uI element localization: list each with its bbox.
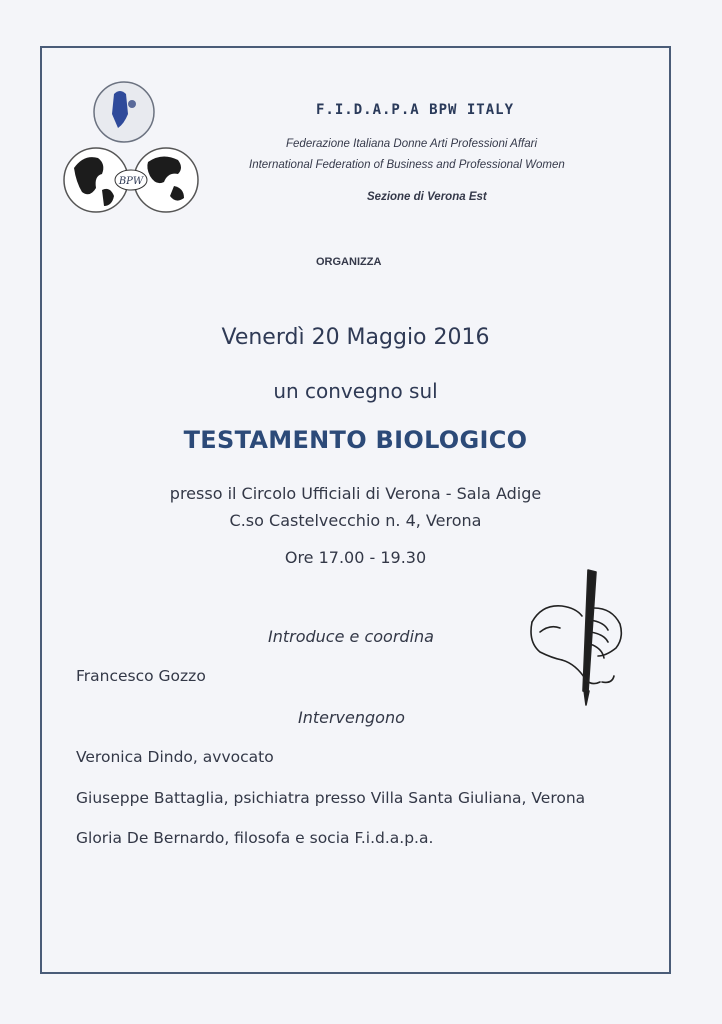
logo-text: BPW [118,176,144,187]
section-name: Sezione di Verona Est [367,191,487,203]
event-hours: Ore 17.00 - 19.30 [284,548,427,567]
org-full-name-english: International Federation of Business and Professional Women [249,159,565,171]
organizza-label: ORGANIZZA [316,256,382,268]
event-topic: TESTAMENTO BIOLOGICO [183,426,528,454]
moderator-name: Francesco Gozzo [76,667,206,685]
event-intro: un convegno sul [273,379,438,403]
moderator-label: Introduce e coordina [268,627,434,646]
org-name: F.I.D.A.P.A BPW ITALY [316,102,515,118]
speaker-item: Gloria De Bernardo, filosofa e socia F.i.d.a.p.a. [76,829,434,847]
hand-writing-pen-icon [528,562,632,710]
speaker-item: Giuseppe Battaglia, psichiatra presso Villa Santa Giuliana, Verona [76,789,586,807]
speakers-label: Intervengono [298,708,405,727]
speaker-item: Veronica Dindo, avvocato [76,748,274,766]
venue-line-1: presso il Circolo Ufficiali di Verona - Sala Adige [169,484,542,503]
event-date: Venerdì 20 Maggio 2016 [221,325,490,350]
fidapa-bpw-logo-icon [62,80,202,215]
venue-line-2: C.so Castelvecchio n. 4, Verona [229,511,482,530]
org-full-name-italian: Federazione Italiana Donne Arti Professioni Affari [286,138,538,150]
